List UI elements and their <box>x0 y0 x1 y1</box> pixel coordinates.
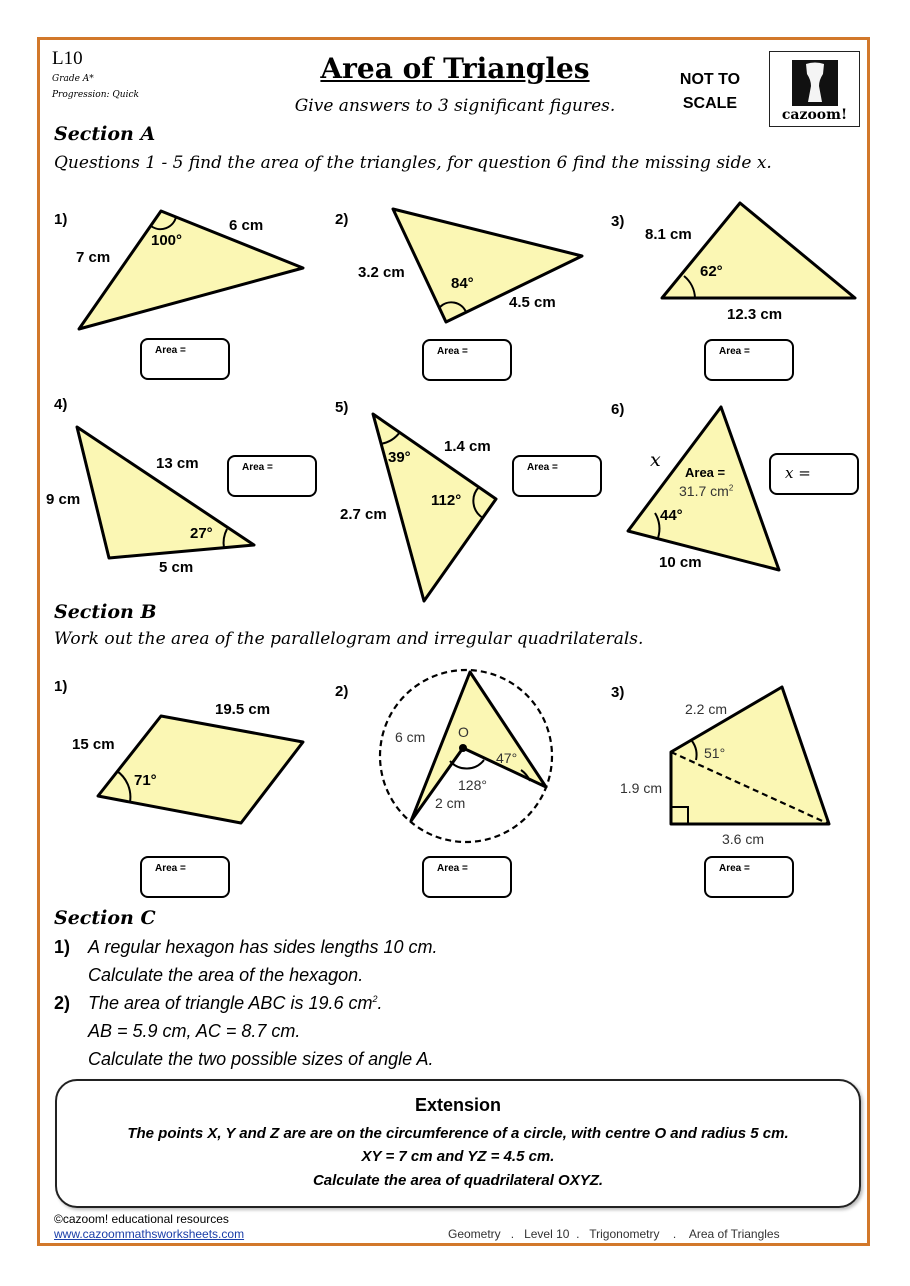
footer-separator: . <box>672 1227 677 1241</box>
a-q4-number: 4) <box>54 396 68 413</box>
a-q2-label: 4.5 cm <box>509 294 556 311</box>
a-q1-answer-box[interactable] <box>140 338 230 380</box>
answer-label: Area = <box>242 462 273 473</box>
c-q2-line2: AB = 5.9 cm, AC = 8.7 cm. <box>88 1021 301 1041</box>
grade-label: Grade A* <box>52 74 94 84</box>
a-q5-label: 39° <box>388 449 411 466</box>
footer-separator: . <box>576 1227 580 1241</box>
area-value: 31.7 cm <box>679 483 729 499</box>
footer-tags <box>448 1227 780 1241</box>
a-q3-answer-box[interactable] <box>704 339 794 381</box>
a-q4-label: 13 cm <box>156 455 199 472</box>
footer-tag: Geometry <box>448 1227 501 1241</box>
a-q6-answer-box[interactable] <box>769 453 859 495</box>
b-q2-label: 47° <box>496 750 518 766</box>
answer-label: Area = <box>719 863 750 874</box>
a-q5-label: 1.4 cm <box>444 438 491 455</box>
answer-label: Area = <box>437 863 468 874</box>
b-q3-number: 3) <box>611 684 625 701</box>
a-q2-answer-box[interactable] <box>422 339 512 381</box>
section-a-heading: Section A <box>54 123 156 145</box>
a-q5-label: 112° <box>431 492 462 509</box>
extension-box <box>55 1079 861 1208</box>
c-q2-exponent: 2 <box>372 994 378 1004</box>
a-q6-number: 6) <box>611 401 625 418</box>
answer-label: Area = <box>719 346 750 357</box>
b-q1-answer-box[interactable] <box>140 856 230 898</box>
b-q2-label: 6 cm <box>395 729 426 745</box>
a-q3-label: 8.1 cm <box>645 226 692 243</box>
extension-line2: XY = 7 cm and YZ = 4.5 cm. <box>361 1148 555 1165</box>
b-q2-label: 2 cm <box>435 795 466 811</box>
progression-label: Progression: Quick <box>52 90 139 100</box>
c-q1-line2: Calculate the area of the hexagon. <box>88 965 364 985</box>
a-q6-label: 44° <box>660 507 683 524</box>
area-unit-exponent: 2 <box>728 483 734 493</box>
b-q3-label: 1.9 cm <box>620 780 663 796</box>
a-q5-label: 2.7 cm <box>340 506 387 523</box>
a-q2-number: 2) <box>335 211 349 228</box>
answer-label: Area = <box>155 863 186 874</box>
footer-tag: Level 10 <box>524 1227 570 1241</box>
website-link[interactable]: www.cazoommathsworksheets.com <box>54 1227 245 1241</box>
a-q1-label: 100° <box>151 232 183 249</box>
a-q2-label: 84° <box>451 275 474 292</box>
b-q2-answer-box[interactable] <box>422 856 512 898</box>
level-label: L10 <box>52 48 83 69</box>
answer-label: Area = <box>437 346 468 357</box>
answer-label: Area = <box>155 345 186 356</box>
b-q3-answer-box[interactable] <box>704 856 794 898</box>
a-q6-label-area-value <box>679 483 733 499</box>
extension-line1: The points X, Y and Z are are on the circumference of a circle, with centre O and radius 5 cm. <box>127 1125 789 1142</box>
footer-tag: Area of Triangles <box>688 1227 780 1241</box>
a-q3-number: 3) <box>611 213 625 230</box>
a-q4-label: 9 cm <box>46 491 81 508</box>
c-q2-line1-text: The area of triangle ABC is 19.6 cm <box>88 993 373 1013</box>
footer-website <box>54 1227 244 1241</box>
not-to-scale-line1: NOT TO <box>679 71 741 88</box>
c-q1-line1: A regular hexagon has sides lengths 10 cm. <box>88 937 438 957</box>
footer-separator: . <box>510 1227 515 1241</box>
a-q4-answer-box[interactable] <box>227 455 317 497</box>
footer-tag: Trigonometry <box>589 1227 660 1241</box>
c-q1-number: 1) <box>54 937 71 957</box>
b-q1-number: 1) <box>54 678 68 695</box>
section-b-heading: Section B <box>54 601 157 623</box>
a-q6-label-x: x <box>650 449 661 471</box>
section-b-instruction: Work out the area of the parallelogram and irregular quadrilaterals. <box>54 629 644 649</box>
c-q2-number: 2) <box>54 993 71 1013</box>
a-q5-number: 5) <box>335 399 349 416</box>
a-q1-label: 7 cm <box>76 249 111 266</box>
a-q1-label: 6 cm <box>229 217 264 234</box>
b-q1-label: 15 cm <box>72 736 115 753</box>
answer-label: Area = <box>527 462 558 473</box>
c-q2-line3: Calculate the two possible sizes of angle A. <box>88 1049 434 1069</box>
b-q2-label-centre: O <box>458 724 469 740</box>
page-subtitle: Give answers to 3 significant figures. <box>294 96 616 116</box>
a-q3-label: 12.3 cm <box>727 306 783 323</box>
b1-parallelogram <box>98 716 303 823</box>
a-q4-label: 5 cm <box>159 559 194 576</box>
a-q5-answer-box[interactable] <box>512 455 602 497</box>
b2-centre-point <box>459 744 467 752</box>
answer-label: x = <box>785 464 811 482</box>
extension-title: Extension <box>414 1095 502 1115</box>
section-a-instruction: Questions 1 - 5 find the area of the triangles, for question 6 find the missing side x. <box>54 153 772 173</box>
a-q6-label-area: Area = <box>685 465 726 480</box>
copyright: ©cazoom! educational resources <box>54 1212 229 1226</box>
a-q1-number: 1) <box>54 211 68 228</box>
b-q3-label: 3.6 cm <box>722 831 765 847</box>
page-title: Area of Triangles <box>320 52 590 85</box>
a-q6-label: 10 cm <box>659 554 702 571</box>
b-q3-label: 51° <box>704 745 726 761</box>
a-q3-label: 62° <box>700 263 723 280</box>
c-q2-line1 <box>88 993 383 1014</box>
logo-text: cazoom! <box>781 107 848 123</box>
section-c-heading: Section C <box>54 907 156 929</box>
b-q3-label: 2.2 cm <box>685 701 728 717</box>
b-q2-number: 2) <box>335 683 349 700</box>
c-q2-period: . <box>377 993 383 1013</box>
b-q2-label: 128° <box>458 777 487 793</box>
a1-triangle <box>79 211 303 329</box>
a-q4-label: 27° <box>190 525 213 542</box>
b-q1-label: 71° <box>134 772 157 789</box>
a-q2-label: 3.2 cm <box>358 264 405 281</box>
not-to-scale-line2: SCALE <box>682 95 738 112</box>
extension-line3: Calculate the area of quadrilateral OXYZ. <box>312 1172 604 1189</box>
b-q1-label: 19.5 cm <box>215 701 271 718</box>
